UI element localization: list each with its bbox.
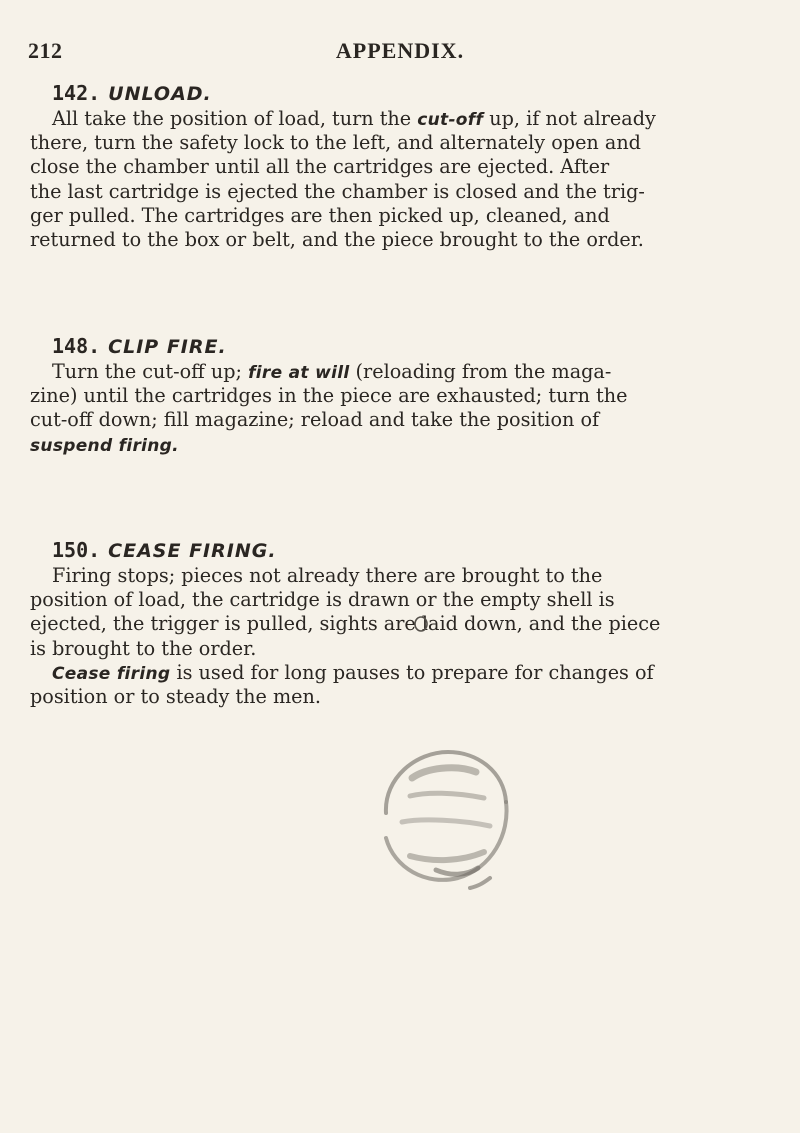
text-line — [30, 588, 780, 612]
section-number: 148. — [52, 334, 101, 358]
text-line — [30, 637, 780, 661]
body-text: Firing stops; pieces not already there are brought to the — [52, 564, 603, 587]
body-text: is used for long pauses to prepare for changes of — [170, 660, 654, 684]
section-heading — [52, 333, 780, 360]
section-body — [30, 360, 780, 457]
text-line — [30, 180, 780, 204]
body-text: there, turn the safety lock to the left, and alternately open and — [30, 131, 641, 155]
text-line — [30, 408, 780, 432]
section-150 — [30, 537, 780, 709]
text-line — [30, 228, 780, 252]
body-text: ger pulled. The cartridges are then picked up, cleaned, and — [30, 203, 610, 227]
body-text: close the chamber until all the cartridges are ejected. After — [30, 155, 610, 179]
body-text: up, if not already — [483, 107, 656, 130]
section-title: CEASE FIRING. — [108, 540, 277, 562]
section-heading — [52, 537, 780, 564]
text-line — [30, 612, 780, 636]
text-line — [30, 384, 780, 408]
body-text: position or to steady the men. — [30, 684, 321, 708]
small-circle-mark-icon — [413, 615, 429, 633]
body-text: All take the position of load, turn the — [52, 107, 418, 130]
text-line — [30, 360, 780, 384]
body-text: Turn the cut-off up; — [52, 360, 249, 383]
body-text: position of load, the cartridge is drawn or the empty shell is — [30, 588, 615, 612]
text-line — [30, 131, 780, 155]
page-number: 212 — [28, 38, 63, 63]
section-142 — [30, 80, 780, 252]
page-header — [28, 38, 772, 64]
body-text: returned to the box or belt, and the piece brought to the order. — [30, 227, 644, 251]
section-body — [30, 107, 780, 252]
emphasis-text: fire at will — [248, 363, 350, 383]
section-148 — [30, 333, 780, 457]
text-line — [30, 564, 780, 588]
section-number: 142. — [52, 81, 101, 105]
running-head: APPENDIX. — [335, 38, 465, 63]
text-line — [30, 433, 780, 457]
body-text: (reloading from the maga- — [349, 360, 612, 383]
body-text: ejected, the trigger is pulled, sights are laid down, and the piece — [30, 612, 661, 636]
text-line — [30, 661, 780, 685]
section-title: CLIP FIRE. — [108, 336, 227, 358]
section-body — [30, 564, 780, 709]
text-line — [30, 107, 780, 131]
emphasis-text: Cease firing — [52, 663, 171, 684]
section-number: 150. — [52, 538, 101, 562]
text-line — [30, 685, 780, 709]
body-text: is brought to the order. — [30, 636, 257, 660]
emphasis-text: suspend firing. — [30, 435, 179, 456]
section-title: UNLOAD. — [108, 83, 212, 105]
text-line — [30, 204, 780, 228]
body-text: cut-off down; fill magazine; reload and take the position of — [30, 408, 600, 432]
body-text: the last cartridge is ejected the chamber is closed and the trig- — [30, 179, 645, 203]
text-line — [30, 155, 780, 179]
library-stamp-icon — [366, 738, 524, 896]
section-heading — [52, 80, 780, 107]
emphasis-text: cut-off — [417, 110, 484, 130]
body-text: zine) until the cartridges in the piece are exhausted; turn the — [30, 384, 628, 408]
